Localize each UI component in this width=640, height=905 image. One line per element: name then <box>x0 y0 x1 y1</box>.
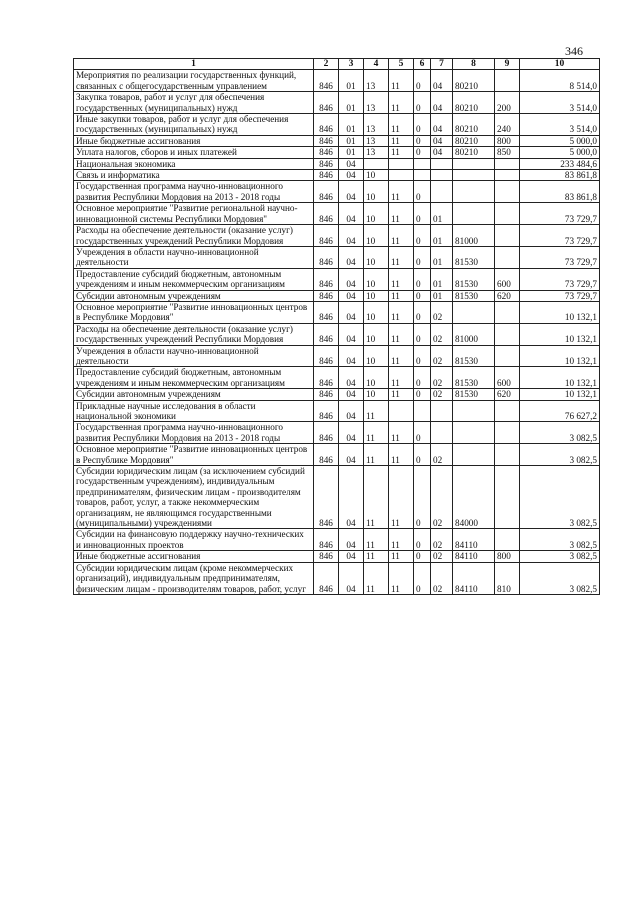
col-7-cell: 02 <box>431 562 453 594</box>
col-8-cell: 81000 <box>453 323 495 345</box>
col-7-cell <box>431 170 453 181</box>
row-description: Связь и информатика <box>74 170 314 181</box>
col-9-cell <box>495 70 520 92</box>
amount-cell: 10 132,1 <box>520 301 600 323</box>
col-8-cell <box>453 422 495 444</box>
col-7-cell: 02 <box>431 345 453 367</box>
col-9-cell <box>495 466 520 529</box>
header-cell: 2 <box>314 59 339 70</box>
table-row <box>74 290 600 301</box>
row-description: Мероприятия по реализации государственных функций, связанных с общегосударственным управлением <box>74 70 314 92</box>
col-5-cell <box>389 170 414 181</box>
row-description: Государственная программа научно-инновационного развития Республики Мордовия на 2013 - 2018 годы <box>74 422 314 444</box>
col-5-cell: 11 <box>389 114 414 136</box>
col-4-cell: 10 <box>364 345 389 367</box>
amount-cell: 10 132,1 <box>520 367 600 389</box>
amount-cell: 3 514,0 <box>520 92 600 114</box>
col-5-cell: 11 <box>389 466 414 529</box>
col-7-cell: 04 <box>431 92 453 114</box>
col-4-cell: 10 <box>364 323 389 345</box>
col-7-cell <box>431 422 453 444</box>
table-row <box>74 323 600 345</box>
col-9-cell: 200 <box>495 92 520 114</box>
table-row <box>74 268 600 290</box>
row-description: Закупка товаров, работ и услуг для обеспечения государственных (муниципальных) нужд <box>74 92 314 114</box>
amount-cell: 3 514,0 <box>520 114 600 136</box>
row-description: Субсидии автономным учреждениям <box>74 389 314 400</box>
col-9-cell <box>495 225 520 247</box>
col-3-cell: 04 <box>339 444 364 466</box>
header-cell: 7 <box>431 59 453 70</box>
col-6-cell: 0 <box>414 147 431 158</box>
amount-cell: 5 000,0 <box>520 135 600 146</box>
header-cell: 6 <box>414 59 431 70</box>
col-9-cell: 600 <box>495 268 520 290</box>
col-8-cell: 81530 <box>453 268 495 290</box>
col-5-cell: 11 <box>389 389 414 400</box>
col-9-cell: 240 <box>495 114 520 136</box>
table-row <box>74 147 600 158</box>
table-row <box>74 529 600 551</box>
col-3-cell: 04 <box>339 225 364 247</box>
amount-cell: 10 132,1 <box>520 345 600 367</box>
col-7-cell <box>431 400 453 422</box>
col-4-cell <box>364 158 389 169</box>
col-6-cell: 0 <box>414 323 431 345</box>
col-5-cell: 11 <box>389 203 414 225</box>
col-3-cell: 01 <box>339 114 364 136</box>
col-2-cell: 846 <box>314 551 339 562</box>
col-9-cell: 800 <box>495 135 520 146</box>
col-3-cell: 04 <box>339 323 364 345</box>
col-9-cell <box>495 301 520 323</box>
amount-cell: 3 082,5 <box>520 444 600 466</box>
col-6-cell: 0 <box>414 225 431 247</box>
table-row <box>74 551 600 562</box>
col-4-cell: 13 <box>364 135 389 146</box>
col-8-cell <box>453 203 495 225</box>
col-5-cell: 11 <box>389 301 414 323</box>
col-5-cell: 11 <box>389 147 414 158</box>
col-8-cell: 81530 <box>453 367 495 389</box>
amount-cell: 73 729,7 <box>520 246 600 268</box>
row-description: Субсидии юридическим лицам (за исключением субсидий государственным учреждениям), индивидуальным предпринимателям, физическим лицам - производителям товаров, работ, услуг, а также некоммерческим организациям, не являющимся государственными (муниципальными) учреждениями <box>74 466 314 529</box>
col-6-cell <box>414 158 431 169</box>
col-8-cell: 80210 <box>453 114 495 136</box>
col-3-cell: 01 <box>339 147 364 158</box>
col-7-cell: 04 <box>431 114 453 136</box>
col-8-cell: 84000 <box>453 466 495 529</box>
col-4-cell: 10 <box>364 389 389 400</box>
col-2-cell: 846 <box>314 147 339 158</box>
col-6-cell: 0 <box>414 562 431 594</box>
col-4-cell: 10 <box>364 203 389 225</box>
table-row <box>74 158 600 169</box>
table-row <box>74 225 600 247</box>
col-9-cell <box>495 203 520 225</box>
col-8-cell <box>453 301 495 323</box>
col-7-cell: 01 <box>431 246 453 268</box>
col-4-cell: 13 <box>364 70 389 92</box>
col-7-cell: 02 <box>431 323 453 345</box>
row-description: Субсидии на финансовую поддержку научно-технических и инновационных проектов <box>74 529 314 551</box>
table-row <box>74 562 600 594</box>
col-2-cell: 846 <box>314 529 339 551</box>
amount-cell: 5 000,0 <box>520 147 600 158</box>
col-7-cell: 02 <box>431 466 453 529</box>
col-8-cell <box>453 400 495 422</box>
col-9-cell: 620 <box>495 389 520 400</box>
col-7-cell: 01 <box>431 268 453 290</box>
col-6-cell: 0 <box>414 551 431 562</box>
amount-cell: 73 729,7 <box>520 290 600 301</box>
col-5-cell: 11 <box>389 181 414 203</box>
col-7-cell: 01 <box>431 225 453 247</box>
col-4-cell: 10 <box>364 170 389 181</box>
amount-cell: 73 729,7 <box>520 268 600 290</box>
col-2-cell: 846 <box>314 301 339 323</box>
col-2-cell: 846 <box>314 345 339 367</box>
col-4-cell: 13 <box>364 147 389 158</box>
col-2-cell: 846 <box>314 422 339 444</box>
col-5-cell: 11 <box>389 225 414 247</box>
col-4-cell: 11 <box>364 444 389 466</box>
col-4-cell: 10 <box>364 225 389 247</box>
col-5-cell: 11 <box>389 92 414 114</box>
col-3-cell: 04 <box>339 422 364 444</box>
col-7-cell: 01 <box>431 290 453 301</box>
amount-cell: 10 132,1 <box>520 323 600 345</box>
col-6-cell <box>414 170 431 181</box>
col-3-cell: 04 <box>339 158 364 169</box>
col-6-cell: 0 <box>414 92 431 114</box>
amount-cell: 83 861,8 <box>520 181 600 203</box>
col-4-cell: 10 <box>364 246 389 268</box>
col-3-cell: 04 <box>339 246 364 268</box>
header-cell: 1 <box>74 59 314 70</box>
col-6-cell: 0 <box>414 345 431 367</box>
row-description: Субсидии автономным учреждениям <box>74 290 314 301</box>
col-4-cell: 13 <box>364 92 389 114</box>
col-2-cell: 846 <box>314 466 339 529</box>
col-8-cell: 84110 <box>453 551 495 562</box>
col-9-cell <box>495 422 520 444</box>
row-description: Иные бюджетные ассигнования <box>74 551 314 562</box>
col-2-cell: 846 <box>314 203 339 225</box>
col-5-cell <box>389 400 414 422</box>
col-2-cell: 846 <box>314 70 339 92</box>
col-5-cell: 11 <box>389 444 414 466</box>
col-3-cell: 04 <box>339 466 364 529</box>
col-9-cell: 800 <box>495 551 520 562</box>
col-6-cell: 0 <box>414 367 431 389</box>
col-6-cell: 0 <box>414 181 431 203</box>
col-7-cell: 04 <box>431 147 453 158</box>
col-9-cell <box>495 323 520 345</box>
col-8-cell: 80210 <box>453 147 495 158</box>
table-row <box>74 181 600 203</box>
col-8-cell: 81530 <box>453 345 495 367</box>
col-8-cell: 81530 <box>453 290 495 301</box>
row-description: Иные закупки товаров, работ и услуг для обеспечения государственных (муниципальных) нужд <box>74 114 314 136</box>
table-row <box>74 400 600 422</box>
row-description: Национальная экономика <box>74 158 314 169</box>
col-8-cell: 81530 <box>453 246 495 268</box>
col-3-cell: 04 <box>339 268 364 290</box>
col-6-cell: 0 <box>414 70 431 92</box>
col-4-cell: 10 <box>364 367 389 389</box>
col-7-cell: 04 <box>431 70 453 92</box>
col-3-cell: 04 <box>339 562 364 594</box>
col-3-cell: 04 <box>339 203 364 225</box>
col-4-cell: 11 <box>364 422 389 444</box>
col-3-cell: 04 <box>339 181 364 203</box>
col-7-cell: 02 <box>431 529 453 551</box>
col-8-cell <box>453 158 495 169</box>
col-9-cell <box>495 170 520 181</box>
table-row <box>74 444 600 466</box>
row-description: Основное мероприятие "Развитие инновационных центров в Республике Мордовия" <box>74 444 314 466</box>
col-2-cell: 846 <box>314 158 339 169</box>
amount-cell: 10 132,1 <box>520 389 600 400</box>
row-description: Уплата налогов, сборов и иных платежей <box>74 147 314 158</box>
col-9-cell <box>495 181 520 203</box>
col-3-cell: 04 <box>339 551 364 562</box>
col-2-cell: 846 <box>314 562 339 594</box>
table-row <box>74 170 600 181</box>
amount-cell: 8 514,0 <box>520 70 600 92</box>
header-cell: 8 <box>453 59 495 70</box>
row-description: Иные бюджетные ассигнования <box>74 135 314 146</box>
col-5-cell: 11 <box>389 345 414 367</box>
col-5-cell: 11 <box>389 135 414 146</box>
col-3-cell: 01 <box>339 135 364 146</box>
table-row <box>74 301 600 323</box>
col-8-cell: 80210 <box>453 135 495 146</box>
header-cell: 9 <box>495 59 520 70</box>
col-6-cell: 0 <box>414 268 431 290</box>
header-cell: 10 <box>520 59 600 70</box>
col-3-cell: 04 <box>339 389 364 400</box>
row-description: Основное мероприятие "Развитие инновационных центров в Республике Мордовия" <box>74 301 314 323</box>
col-8-cell: 84110 <box>453 562 495 594</box>
col-5-cell: 11 <box>389 422 414 444</box>
header-cell: 3 <box>339 59 364 70</box>
col-2-cell: 846 <box>314 323 339 345</box>
col-6-cell: 0 <box>414 114 431 136</box>
table-row <box>74 422 600 444</box>
col-8-cell <box>453 181 495 203</box>
amount-cell: 3 082,5 <box>520 529 600 551</box>
row-description: Предоставление субсидий бюджетным, автономным учреждениям и иным некоммерческим организациям <box>74 268 314 290</box>
col-3-cell: 04 <box>339 301 364 323</box>
col-9-cell: 620 <box>495 290 520 301</box>
col-4-cell: 11 <box>364 529 389 551</box>
col-6-cell: 0 <box>414 290 431 301</box>
col-6-cell <box>414 400 431 422</box>
col-3-cell: 04 <box>339 170 364 181</box>
row-description: Расходы на обеспечение деятельности (оказание услуг) государственных учреждений Республики Мордовия <box>74 225 314 247</box>
col-7-cell: 01 <box>431 203 453 225</box>
col-5-cell: 11 <box>389 323 414 345</box>
amount-cell: 3 082,5 <box>520 422 600 444</box>
col-2-cell: 846 <box>314 268 339 290</box>
col-9-cell <box>495 246 520 268</box>
col-7-cell: 04 <box>431 135 453 146</box>
amount-cell: 83 861,8 <box>520 170 600 181</box>
col-5-cell: 11 <box>389 290 414 301</box>
col-6-cell: 0 <box>414 444 431 466</box>
col-7-cell: 02 <box>431 367 453 389</box>
amount-cell: 3 082,5 <box>520 562 600 594</box>
col-9-cell <box>495 158 520 169</box>
col-5-cell: 11 <box>389 529 414 551</box>
row-description: Расходы на обеспечение деятельности (оказание услуг) государственных учреждений Республики Мордовия <box>74 323 314 345</box>
col-2-cell: 846 <box>314 246 339 268</box>
col-2-cell: 846 <box>314 225 339 247</box>
row-description: Прикладные научные исследования в области национальной экономики <box>74 400 314 422</box>
col-6-cell: 0 <box>414 135 431 146</box>
header-row <box>74 59 600 70</box>
col-8-cell: 81530 <box>453 389 495 400</box>
amount-cell: 3 082,5 <box>520 551 600 562</box>
table-row <box>74 203 600 225</box>
page-number: 346 <box>565 44 583 58</box>
col-8-cell: 84110 <box>453 529 495 551</box>
table-row <box>74 114 600 136</box>
col-6-cell: 0 <box>414 203 431 225</box>
col-6-cell: 0 <box>414 466 431 529</box>
col-2-cell: 846 <box>314 367 339 389</box>
row-description: Субсидии юридическим лицам (кроме некоммерческих организаций), индивидуальным предпринимателям, физическим лицам - производителям товаров, работ, услуг <box>74 562 314 594</box>
col-4-cell: 10 <box>364 290 389 301</box>
col-4-cell: 10 <box>364 181 389 203</box>
table-row <box>74 135 600 146</box>
col-4-cell: 11 <box>364 466 389 529</box>
col-3-cell: 01 <box>339 92 364 114</box>
amount-cell: 3 082,5 <box>520 466 600 529</box>
col-2-cell: 846 <box>314 135 339 146</box>
col-5-cell: 11 <box>389 268 414 290</box>
row-description: Основное мероприятие "Развитие региональной научно-инновационной системы Республики Мордовия" <box>74 203 314 225</box>
row-description: Учреждения в области научно-инновационной деятельности <box>74 246 314 268</box>
col-4-cell: 10 <box>364 301 389 323</box>
col-7-cell <box>431 158 453 169</box>
table-row <box>74 367 600 389</box>
col-3-cell: 04 <box>339 400 364 422</box>
col-5-cell: 11 <box>389 551 414 562</box>
col-2-cell: 846 <box>314 400 339 422</box>
row-description: Государственная программа научно-инновационного развития Республики Мордовия на 2013 - 2018 годы <box>74 181 314 203</box>
col-5-cell: 11 <box>389 367 414 389</box>
amount-cell: 73 729,7 <box>520 203 600 225</box>
col-2-cell: 846 <box>314 114 339 136</box>
col-7-cell: 02 <box>431 301 453 323</box>
col-6-cell: 0 <box>414 422 431 444</box>
table-row <box>74 345 600 367</box>
col-9-cell: 850 <box>495 147 520 158</box>
header-cell: 4 <box>364 59 389 70</box>
col-4-cell: 11 <box>364 400 389 422</box>
col-2-cell: 846 <box>314 290 339 301</box>
col-6-cell: 0 <box>414 529 431 551</box>
col-2-cell: 846 <box>314 444 339 466</box>
row-description: Учреждения в области научно-инновационной деятельности <box>74 345 314 367</box>
col-7-cell: 02 <box>431 444 453 466</box>
col-8-cell: 80210 <box>453 70 495 92</box>
col-7-cell: 02 <box>431 389 453 400</box>
col-5-cell <box>389 158 414 169</box>
amount-cell: 233 484,6 <box>520 158 600 169</box>
amount-cell: 73 729,7 <box>520 225 600 247</box>
col-5-cell: 11 <box>389 246 414 268</box>
col-2-cell: 846 <box>314 92 339 114</box>
col-5-cell: 11 <box>389 70 414 92</box>
col-4-cell: 11 <box>364 551 389 562</box>
table-row <box>74 92 600 114</box>
col-6-cell: 0 <box>414 246 431 268</box>
col-8-cell: 81000 <box>453 225 495 247</box>
col-9-cell <box>495 444 520 466</box>
col-6-cell: 0 <box>414 389 431 400</box>
budget-table <box>73 58 600 595</box>
col-8-cell <box>453 170 495 181</box>
col-9-cell <box>495 345 520 367</box>
col-3-cell: 04 <box>339 290 364 301</box>
col-2-cell: 846 <box>314 181 339 203</box>
col-5-cell: 11 <box>389 562 414 594</box>
row-description: Предоставление субсидий бюджетным, автономным учреждениям и иным некоммерческим организациям <box>74 367 314 389</box>
col-9-cell <box>495 529 520 551</box>
col-9-cell: 600 <box>495 367 520 389</box>
amount-cell: 76 627,2 <box>520 400 600 422</box>
table-row <box>74 389 600 400</box>
col-4-cell: 13 <box>364 114 389 136</box>
col-3-cell: 04 <box>339 529 364 551</box>
col-4-cell: 10 <box>364 268 389 290</box>
col-7-cell <box>431 181 453 203</box>
col-6-cell: 0 <box>414 301 431 323</box>
col-3-cell: 04 <box>339 367 364 389</box>
col-3-cell: 01 <box>339 70 364 92</box>
col-7-cell: 02 <box>431 551 453 562</box>
table-row <box>74 466 600 529</box>
col-4-cell: 11 <box>364 562 389 594</box>
table-row <box>74 246 600 268</box>
table-row <box>74 70 600 92</box>
col-8-cell: 80210 <box>453 92 495 114</box>
col-9-cell: 810 <box>495 562 520 594</box>
col-9-cell <box>495 400 520 422</box>
col-2-cell: 846 <box>314 170 339 181</box>
header-cell: 5 <box>389 59 414 70</box>
col-2-cell: 846 <box>314 389 339 400</box>
col-3-cell: 04 <box>339 345 364 367</box>
col-8-cell <box>453 444 495 466</box>
